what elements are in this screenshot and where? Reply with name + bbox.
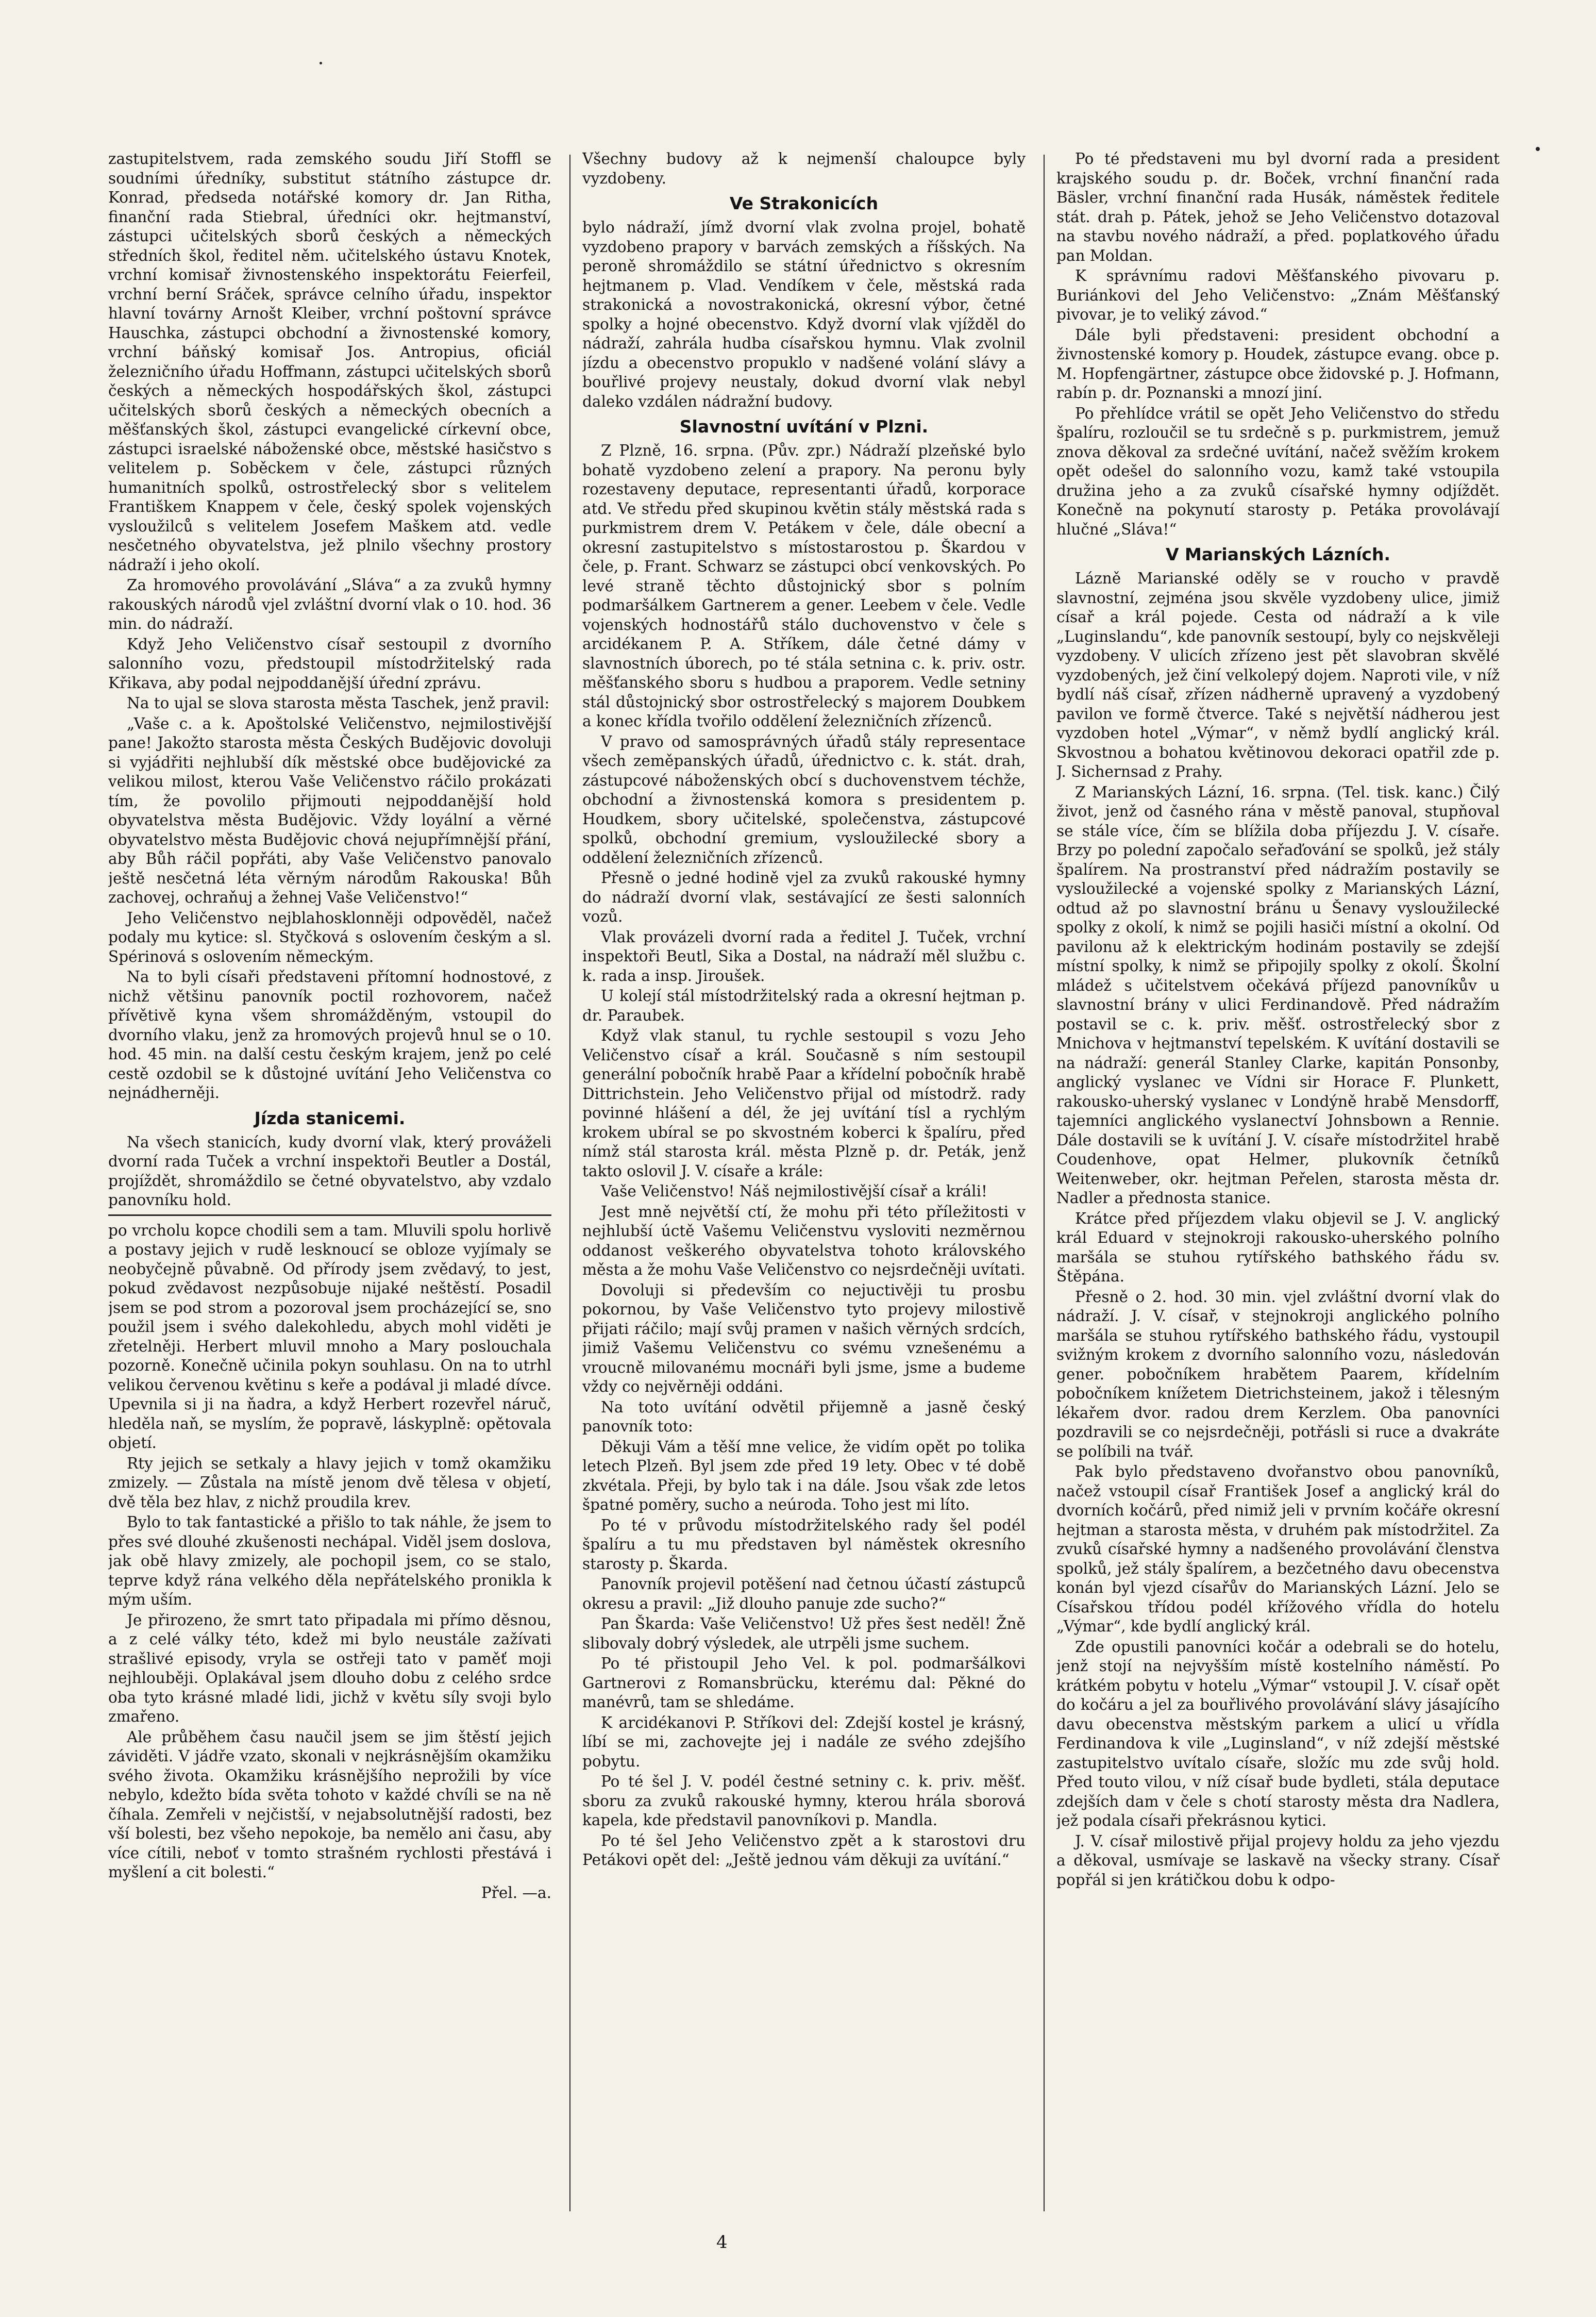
print-speck (1536, 147, 1540, 151)
column-right (1056, 149, 1500, 2232)
paragraph: Na toto uvítání odvětil přijemně a jasně český panovník toto: (582, 1398, 1026, 1435)
paragraph: Pan Škarda: Vaše Veličenstvo! Už přes šest neděl! Žně slibovaly dobrý výsledek, ale utrpěli jsme suchem. (582, 1615, 1026, 1652)
paragraph: Po té představeni mu byl dvorní rada a president krajského soudu p. dr. Boček, vrchní finanční rada Bäsler, vrchní finanční rada Husák, náměstek ředitele stát. drah p. Pátek, jehož se Jeho Veličenstvo dotazoval na stavbu nového nádraží, a před. poplatkového úřadu pan Moldan. (1056, 150, 1500, 264)
paragraph: K arcidékanovi P. Stříkovi del: Zdejší kostel je krásný, líbí se mi, zachovejte jej i nadále ze svého zdejšího pobytu. (582, 1713, 1026, 1770)
signature: Přel. —a. (481, 1883, 551, 1902)
paragraph: Z Plzně, 16. srpna. (Pův. zpr.) Nádraží plzeňské bylo bohatě vyzdobeno zelení a prapory. Na peronu byly rozestaveny deputace, representanti úřadů, korporace atd. Ve středu před skupinou květin stály městská rada s purkmistrem drem V. Petákem v čele, dále obecní a okresní zastupitelstvo s místostarostou p. Škardou v čele, p. Frant. Schwarz se zástupci obcí venkovských. Po levé straně těchto důstojnický sbor s polním podmaršálkem Gartnerem a gener. Leebem v čele. Vedle vojenských hodnostářů stálo duchovenstvo v čele s arcidékanem P. A. Stříkem, dále četné dámy v slavnostních úborech, po té stála setnina c. k. priv. ostr. měšťanského sboru s hudbou a praporem. Vedle setniny stál důstojnický sbor ostrostřelecký s majorem Doubkem a konec křídla tvořilo oddělení železničních zřízenců. (582, 442, 1026, 730)
paragraph: Z Marianských Lázní, 16. srpna. (Tel. tisk. kanc.) Čilý život, jenž od časného rána v městě panoval, stupňoval se stále více, čím se blížila doba příjezdu J. V. císaře. Brzy po polední započalo seřaďování se spolků, jež stály špalírem. Na prostranství před nádražím postavily se vysloužilecké a vojenské spolky z Marianských Lázní, odtud až po slavnostní bránu u Šenavy vysloužilecké spolky z okolí, k nimž se pojili hasiči místní a okolní. Od pavilonu až k elektrickým hodinám postavily se zdejší místní spolky, k nimž se připojily spolky z okolí. Školní mládež s učitelstvem očekává příjezd panovníkův u slavnostní brány v ulici Ferdinandově. Před nádražím postavil se c. k. priv. měšť. ostrostřelecký sbor z Mnichova v hejtmanství tepelském. K uvítání dostavili se na nádraží: generál Stanley Clarke, kapitán Ponsonby, anglický vyslanec ve Vídni sir Horace F. Plunkett, rakousko-uherský vyslanec v Londýně hrabě Mensdorff, tajemníci anglického vyslanectví Johnsbown a Rennie. Dále dostavili se k uvítání J. V. císaře místodržitel hrabě Coudenhove, opat Helmer, plukovník četníků Weitenweber, okr. hejtman Peřelen, starosta města dr. Nadler a přednosta stanice. (1056, 783, 1500, 1207)
paragraph: Jest mně největší ctí, že mohu při této příležitosti v nejhlubší úctě Vašemu Veličenstvu vysloviti nezměrnou oddanost veškerého obyvatelstva tohoto královského města a že mohu Vaše Veličenstvo co nejsrdečněji uvítati. (582, 1203, 1026, 1278)
column-left (108, 149, 551, 2232)
paragraph: „Vaše c. a k. Apoštolské Veličenstvo, nejmilostivější pane! Jakožto starosta města Českých Budějovic dovoluji si vyjádřiti nejhlubší dík městské obce budějovické za velikou milost, kterou Vaše Veličenstvo ráčilo prokázati tím, že povolilo přijmouti nejpoddanější hold obyvatelstva města Budějovic. Vždy loyální a věrné obyvatelstvo města Budějovic chová nejupřímnější přání, aby Bůh ráčil popřáti, aby Vaše Veličenstvo panovalo ještě nesčetná léta věrným národům Rakouska! Bůh zachovej, ochraňuj a žehnej Vaše Veličenstvo!“ (108, 714, 551, 906)
paragraph: Zde opustili panovníci kočár a odebrali se do hotelu, jenž stojí na nejvyšším místě kostelního náměstí. Po krátkém pobytu v hotelu „Výmar“ vstoupil J. V. císař opět do kočáru a jel za bouřlivého provolávání slávy jásajícího davu obecenstva městským parkem a ulicí u vřídla Ferdinandova k vile „Luginsland“, v níž zdejší městské zastupitelstvo uvítalo císaře, složíc mu zde svůj hold. Před touto vilou, v níž císař bude bydleti, stála deputace zdejších dam v čele s chotí starosty města dra Nadlera, jež podala císaři překrásnou kytici. (1056, 1638, 1500, 1829)
feuilleton (108, 1221, 551, 1903)
paragraph: U kolejí stál místodržitelský rada a okresní hejtman p. dr. Paraubek. (582, 987, 1026, 1024)
paragraph: po vrcholu kopce chodili sem a tam. Mluvili spolu horlivě a postavy jejich v rudě lesknoucí se obloze vyjímaly se neobyčejně půvabně. Od přírody jsem zvědavý, to jest, pokud zvědavost nezpůsobuje nijaké neštěstí. Posadil jsem se pod strom a pozoroval jsem procházející se, sno použil jsem i svého dalekohledu, abych mohl viděti je zřetelněji. Herbert mluvil mnoho a Mary poslouchala pozorně. Konečně učinila pokyn souhlasu. On na to utrhl velikou červenou květinu s keře a podával ji mladé dívce. Upevnila si ji na ňadra, a když Herbert rozevřel náruč, hleděla naň, se myslím, že popravě, láskyplně: opětovala objetí. (108, 1221, 551, 1452)
paragraph: bylo nádraží, jímž dvorní vlak zvolna projel, bohatě vyzdobeno prapory v barvách zemských a říšských. Na peroně shromáždilo se státní úřednictvo s okresním hejtmanem p. Vlad. Vendíkem v čele, městská rada strakonická a novostrakonická, okresní výbor, četné spolky a hojné obecenstvo. Když dvorní vlak vjížděl do nádraží, zahrála hudba císařskou hymnu. Vlak zvolnil jízdu a obecenstvo propuklo v nadšené volání slávy a bouřlivé projevy neustaly, dokud dvorní vlak nebyl daleko vzdálen nádražní budovy. (582, 219, 1026, 410)
paragraph: Na všech stanicích, kudy dvorní vlak, který prováželi dvorní rada Tuček a vrchní inspektoři Beutler a Dostál, projíždět, shromáždilo se četné obyvatelstvo, aby vzdalo panovníku hold. (108, 1133, 551, 1209)
paragraph: Vaše Veličenstvo! Náš nejmilostivější císař a králi! (601, 1182, 987, 1200)
paragraph: Za hromového provolávání „Sláva“ a za zvuků hymny rakouských národů vjel zvláštní dvorní vlak o 10. hod. 36 min. do nádraží. (108, 576, 551, 632)
section-heading-plzen: Slavnostní uvítání v Plzni. (679, 416, 929, 437)
column-rule (1044, 155, 1045, 2211)
paragraph: Na to byli císaři představeni přítomní hodnostové, z nichž většinu panovník poctil rozhovorem, načež přívětivě kyna všem shromážděným, vstoupil do dvorního vlaku, jenž za hromových projevů hnul se o 10. hod. 45 min. na další cestu českým krajem, jenž po celé cestě ozdobil se k důstojné uvítání Jeho Veličenstva co nejnádherněji. (108, 968, 551, 1102)
paragraph: Na to ujal se slova starosta města Taschek, jenž pravil: (127, 694, 550, 712)
paragraph: Dovoluji si především co nejuctivěji tu prosbu pokornou, by Vaše Veličenstvo tyto projevy milostivě přijati ráčilo; mají svůj pramen v našich věrných srdcích, jimiž Vašemu Veličenstvu co svému vznešenému a vroucně milovanému mocnáři byli jsme, jsme a budeme vždy co nejvěrněji oddáni. (582, 1281, 1026, 1395)
paragraph: Po té šel J. V. podél čestné setniny c. k. priv. měšť. sboru za zvuků rakouské hymny, kterou hrála sborová kapela, kde představil panovníkovi p. Mandla. (582, 1773, 1026, 1829)
paragraph: Přesně o 2. hod. 30 min. vjel zvláštní dvorní vlak do nádraží. J. V. císař, v stejnokroji anglického polního maršála se stuhou rytířského bathského řádu, vystoupil svižným krokem z dvorního salonního vozu, následován gener. pobočníkem hrabětem Paarem, křídelním pobočníkem knížetem Dietrichsteinem, jakož i tělesným lékařem dvor. radou drem Kerzlem. Oba panovníci pozdravili se co nejsrdečněji, potřásli si ruce a dvakráte se políbili na tvář. (1056, 1288, 1500, 1460)
paragraph: Lázně Marianské oděly se v roucho v pravdě slavnostní, zejména jsou skvěle vyzdobeny ulice, jimiž císař a král pojede. Cesta od nádraží a k vile „Luginslandu“, kde panovník sestoupí, byly co nejskvěleji vyzdobeny. V ulicích zřízeno jest pět slavobran skvělé vyzdobených, jež činí velkolepý dojem. Naproti vile, v níž bydlí náš císař, zřízen nádherně upravený a vyzdobený pavilon ve formě čtverce. Také s největší nádherou jest vyzdoben hotel „Výmar“, v němž bydlí anglický král. Skvostnou a bohatou květinovou dekoraci opatřil zde p. J. Sichernsad z Prahy. (1056, 570, 1500, 780)
paragraph: Krátce před příjezdem vlaku objevil se J. V. anglický král Eduard v stejnokroji rakousko-uherského polního maršála se stuhou rytířského bathského řádu sv. Štěpána. (1056, 1209, 1500, 1285)
paragraph: Vlak provázeli dvorní rada a ředitel J. Tuček, vrchní inspektoři Beutl, Sika a Dostal, na nádraží měl službu c. k. rada a insp. Jiroušek. (582, 928, 1026, 985)
paragraph: Po té šel Jeho Veličenstvo zpět a k starostovi dru Petákovi opět del: „Ještě jednou vám děkuji za uvítání.“ (582, 1831, 1026, 1869)
paragraph: Děkuji Vám a těší mne velice, že vidím opět po tolika letech Plzeň. Byl jsem zde před 19 lety. Obec v té době zkvétala. Přeji, by bylo tak i na dále. Jsou však zde letos špatné poměry, sucho a neúroda. Toho jest mi líto. (582, 1438, 1026, 1513)
col1-paragraphs (108, 149, 551, 1103)
paragraph: Po přehlídce vrátil se opět Jeho Veličenstvo do středu špalíru, rozloučil se tu srdečně s p. purkmistrem, jemuž znova děkoval za srdečné uvítání, načež svěžím krokem opět odešel do salonního vozu, kamž také vstoupila družina jeho a za zvuků císařské hymny odjíždět. Konečně na pokynutí starosty p. Petáka provolávají hlučné „Sláva!“ (1056, 404, 1500, 538)
paragraph: Ale průběhem času naučil jsem se jim štěstí jejich záviděti. V jádře vzato, skonali v nejkrásnějším okamžiku svého života. Okamžiku krásnějšího neprožili by více nebylo, kdežto bída světa tohoto v každé chvíli se na ně číhala. Zemřeli v nejčistší, v nejabsolutnější radosti, bez vší bolesti, bez všeho nepokoje, ba nemělo ani času, aby více cítili, neboť v tomto strašném rychlosti přestává i myšlení a cit bolesti.“ (108, 1728, 551, 1881)
paragraph: Když vlak stanul, tu rychle sestoupil s vozu Jeho Veličenstvo císař a král. Současně s ním sestoupil generální pobočník hrabě Paar a křídelní pobočník hrabě Dittrichstein. Jeho Veličenstvo přijal od místodrž. rady povinné hlášení a dél, že jej uvítání tísl a rychlým krokem ubíral se po skvostném koberci k špalíru, před nímž stál starosta král. města Plzně p. dr. Peták, jenž takto oslovil J. V. císaře a krále: (582, 1027, 1026, 1180)
paragraph: Po té přistoupil Jeho Vel. k pol. podmaršálkovi Gartnerovi z Romansbrücku, kterému dal: Pěkné do manévrů, tam se shledáme. (582, 1655, 1026, 1711)
paragraph: Je přirozeno, že smrt tato připadala mi přímo děsnou, a z celé války této, kdež mi bylo neustále zažívati strašlivé episody, vryla se ostřeji tato v paměť moji nejhlouběji. Oplakával jsem dlouho dobu z celého srdce oba tyto krásné mladé lidi, jichž v květu síly svoji bylo zmařeno. (108, 1611, 551, 1725)
feuilleton-divider (108, 1214, 551, 1216)
section-heading-strakonice: Ve Strakonicích (729, 193, 879, 213)
paragraph: Jeho Veličenstvo nejblahosklonněji odpověděl, načež podaly mu kytice: sl. Styčková s oslovením českým a sl. Spérinová s oslovením německým. (108, 909, 551, 965)
section-heading-marianske-lazne: V Marianských Lázních. (1165, 544, 1391, 564)
paragraph: J. V. císař milostivě přijal projevy holdu za jeho vjezdu a děkoval, usmívaje se laskavě na všecky strany. Císař popřál si jen krátičkou dobu k odpo- (1056, 1832, 1500, 1889)
paragraph: Dále byli představeni: president obchodní a živnostenské komory p. Houdek, zástupce evang. obce p. M. Hopfengärtner, zástupce obce židovské p. J. Hofmann, rabín p. dr. Poznanski a mnozí jiní. (1056, 326, 1500, 402)
paragraph: Přesně o jedné hodině vjel za zvuků rakouské hymny do nádraží dvorní vlak, sestávající ze šesti salonních vozů. (582, 869, 1026, 925)
column-middle (582, 149, 1026, 2232)
print-speck (320, 62, 322, 64)
paragraph: V pravo od samosprávných úřadů stály representace všech zeměpanských úřadů, úřednictvo c. k. stát. drah, zástupcové náboženských obcí s duchovenstvem téchže, obchodní a živnostenská komora s presidentem p. Houdkem, sbory učitelské, společenstva, zástupcové spolků, obchodní gremium, vysloužilecké sbory a oddělení železničních zřízenců. (582, 732, 1026, 866)
paragraph: Bylo to tak fantastické a přišlo to tak náhle, že jsem to přes své dlouhé zkušenosti nechápal. Viděl jsem doslova, jak obě hlavy zmizely, ale pochopil jsem, co se stalo, teprve když rána velkého děla nepřátelského pronikla k mým uším. (108, 1513, 551, 1608)
paragraph: zastupitelstvem, rada zemského soudu Jiří Stoffl se soudními úředníky, substitut státního zástupce dr. Konrad, předseda notářské komory dr. Jan Ritha, finanční rada Stiebral, úředníci okr. hejtmanství, zástupci učitelských sborů českých a německých středních škol, ředitel něm. učitelského ústavu Knotek, vrchní komisař živnostenského inspektorátu Feierfeil, vrchní berní Sráček, správce celního úřadu, inspektor hlavní továrny Arnošt Kleiber, vrchní poštovní správce Hauschka, zástupci obchodní a živnostenské komory, vrchní báňský komisař Jos. Antropius, oficiál železničního úřadu Hoffmann, zástupci učitelských sborů českých a německých hospodářských škol, zástupci učitelských sborů českých a německých obecních a měšťanských škol, zástupci evangelické církevní obce, zástupci israelské náboženské obce, městské hasičstvo s velitelem p. Soběckem v čele, zástupci různých humanitních spolků, ostrostřelecký sbor s velitelem Františkem Knappem v čele, český spolek vojenských vysloužilců s velitelem Josefem Maškem atd. vedle nesčetného obyvatelstva, jež plnilo všechny prostory nádraží i jeho okolí. (108, 150, 551, 574)
paragraph: Panovník projevil potěšení nad četnou účastí zástupců okresu a pravil: „Již dlouho panuje zde sucho?“ (582, 1575, 1026, 1612)
paragraph: Rty jejich se setkaly a hlavy jejich v tomž okamžiku zmizely. — Zůstala na místě jenom dvě tělesa v objetí, dvě těla bez hlav, z nichž proudila krev. (108, 1454, 551, 1511)
page-mark: 4 (716, 2232, 728, 2253)
paragraph: K správnímu radovi Měšťanského pivovaru p. Buriánkovi del Jeho Veličenstvo: „Znám Měšťanský pivovar, je to veliký závod.“ (1056, 267, 1500, 323)
column-rule (569, 155, 570, 2211)
section-heading-jizda: Jízda stanicemi. (254, 1108, 406, 1128)
newspaper-page (108, 149, 1500, 2232)
paragraph: Všechny budovy až k nejmenší chaloupce byly vyzdobeny. (582, 150, 1026, 187)
paragraph: Pak bylo představeno dvořanstvo obou panovníků, načež vstoupil císař František Josef a anglický král do dvorních kočárů, před nimiž jeli v prvním kočáře okresní hejtman a starosta města, v druhém pak místodržitel. Za zvuků císařské hymny a nadšeného provolávání členstva spolků, jež stály špalírem, a bezčetného davu obecenstva konán byl vjezd císařův do Marianských Lázní. Jelo se Císařskou třídou podél křížového vřídla do hotelu „Výmar“, kde bydlí anglický král. (1056, 1463, 1500, 1635)
paragraph: Po té v průvodu místodržitelského rady šel podél špalíru a tu mu představen byl náměstek okresního starosty p. Škarda. (582, 1516, 1026, 1573)
paragraph: Když Jeho Veličenstvo císař sestoupil z dvorního salonního vozu, předstoupil místodržitelský rada Křikava, aby podal nejpoddanější úřední zprávu. (108, 635, 551, 692)
